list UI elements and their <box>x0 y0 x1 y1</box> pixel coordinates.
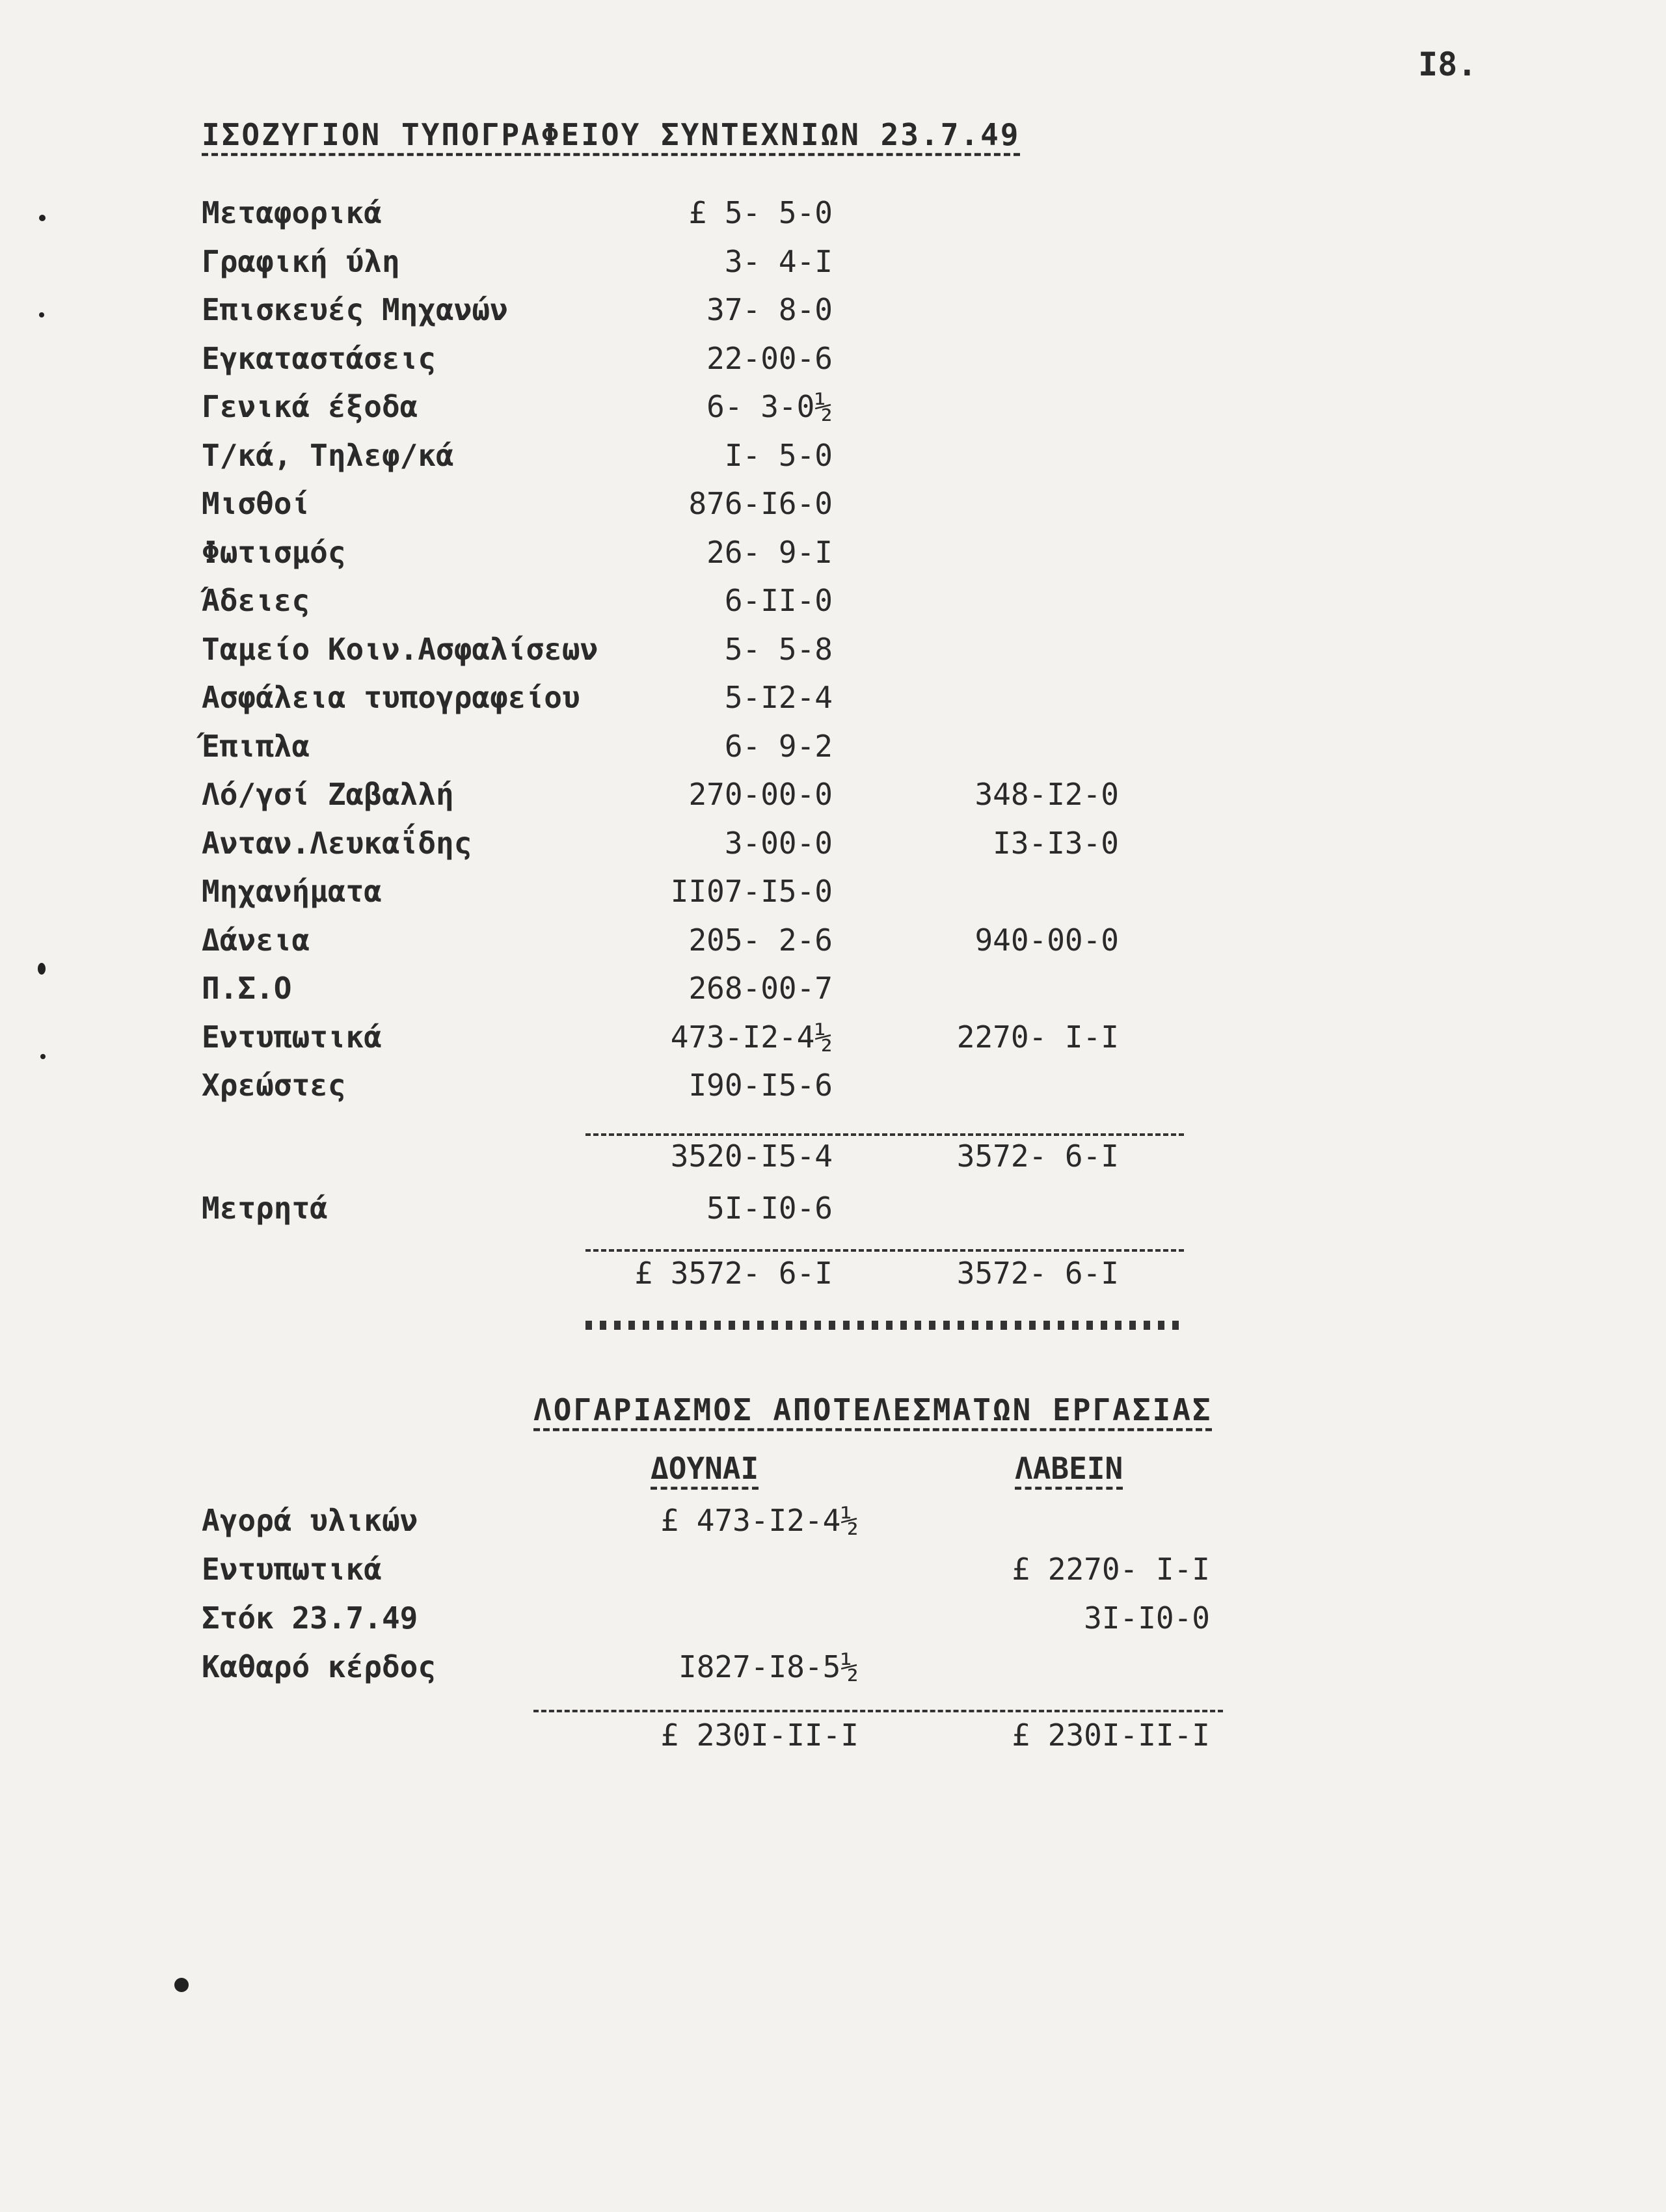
debit-amount: 473-I2-4½ <box>670 1019 833 1055</box>
pl-label: Αγορά υλικών <box>202 1503 418 1538</box>
pl-credit-amount: £ 2270- I-I <box>1012 1552 1210 1587</box>
account-label: Έπιπλα <box>202 728 310 764</box>
debit-amount: 37- 8-0 <box>706 292 833 327</box>
debit-amount: 6- 9-2 <box>724 728 833 764</box>
account-label: Δάνεια <box>202 922 310 958</box>
ink-speck <box>174 1978 189 1992</box>
debit-amount: 270-00-0 <box>688 777 833 812</box>
account-label: Εντυπωτικά <box>202 1019 382 1055</box>
pl-credit-amount: 3I-I0-0 <box>1084 1600 1210 1636</box>
account-label: Μηχανήματα <box>202 874 382 909</box>
double-rule <box>585 1321 1184 1330</box>
credit-amount: 2270- I-I <box>956 1019 1119 1055</box>
account-label: Μισθοί <box>202 486 310 521</box>
cash-debit: 5I-I0-6 <box>706 1191 833 1226</box>
debit-amount: 3- 4-I <box>724 243 833 279</box>
pl-title: ΛΟΓΑΡΙΑΣΜΟΣ ΑΠΟΤΕΛΕΣΜΑΤΩΝ ΕΡΓΑΣΙΑΣ <box>533 1392 1213 1427</box>
pl-debit-amount: £ 473-I2-4½ <box>660 1503 859 1538</box>
debit-amount: 5-I2-4 <box>724 680 833 715</box>
ink-speck <box>39 312 44 317</box>
account-label: Γενικά έξοδα <box>202 389 418 424</box>
account-label: Λό/γσί Ζαβαλλή <box>202 777 454 812</box>
debit-amount: II07-I5-0 <box>670 874 833 909</box>
total-credit: 3572- 6-I <box>956 1256 1119 1291</box>
pl-label: Στόκ 23.7.49 <box>202 1600 418 1636</box>
pl-credit-head: ΛΑΒΕΙΝ <box>1015 1451 1123 1486</box>
subtotal-debit: 3520-I5-4 <box>670 1139 833 1174</box>
pl-total-debit: £ 230I-II-I <box>660 1718 859 1753</box>
credit-amount: 940-00-0 <box>974 922 1119 958</box>
account-label: Τ/κά, Τηλεφ/κά <box>202 437 454 473</box>
balance-title: ΙΣΟΖΥΓΙΟΝ ΤΥΠΟΓΡΑΦΕΙΟΥ ΣΥΝΤΕΧΝΙΩΝ 23.7.49 <box>202 117 1021 152</box>
debit-amount: I- 5-0 <box>724 437 833 473</box>
pl-debit-head: ΔΟΥΝΑΙ <box>651 1451 759 1486</box>
debit-amount: 876-I6-0 <box>688 486 833 521</box>
debit-amount: 205- 2-6 <box>688 922 833 958</box>
account-label: Επισκευές Μηχανών <box>202 292 508 327</box>
account-label: Ανταν.Λευκαΐδης <box>202 825 472 861</box>
cash-label: Μετρητά <box>202 1191 328 1226</box>
debit-amount: 6- 3-0½ <box>706 389 833 424</box>
total-rule <box>585 1249 1184 1252</box>
pl-total-rule <box>533 1710 1223 1712</box>
debit-amount: 3-00-0 <box>724 825 833 861</box>
account-label: Ταμείο Κοιν.Ασφαλίσεων <box>202 631 598 667</box>
page-number: I8. <box>1418 46 1477 83</box>
account-label: Εγκαταστάσεις <box>202 340 437 376</box>
account-label: Μεταφορικά <box>202 195 382 230</box>
pl-total-credit: £ 230I-II-I <box>1012 1718 1210 1753</box>
debit-amount: 5- 5-8 <box>724 631 833 667</box>
debit-amount: 26- 9-I <box>706 534 833 570</box>
account-label: Ασφάλεια τυπογραφείου <box>202 680 580 715</box>
account-label: Γραφική ύλη <box>202 243 400 279</box>
debit-amount: £ 5- 5-0 <box>688 195 833 230</box>
account-label: Χρεώστες <box>202 1068 346 1103</box>
subtotal-rule <box>585 1133 1184 1136</box>
account-label: Άδειες <box>202 583 310 618</box>
debit-amount: 22-00-6 <box>706 340 833 376</box>
pl-debit-amount: I827-I8-5½ <box>678 1649 859 1684</box>
debit-amount: 6-II-0 <box>724 583 833 618</box>
credit-amount: 348-I2-0 <box>974 777 1119 812</box>
ink-speck <box>40 1054 46 1059</box>
debit-amount: I90-I5-6 <box>688 1068 833 1103</box>
account-label: Π.Σ.Ο <box>202 971 292 1006</box>
pl-label: Καθαρό κέρδος <box>202 1649 437 1684</box>
pl-label: Εντυπωτικά <box>202 1552 382 1587</box>
account-label: Φωτισμός <box>202 534 346 570</box>
credit-amount: I3-I3-0 <box>993 825 1119 861</box>
subtotal-credit: 3572- 6-I <box>956 1139 1119 1174</box>
ink-speck <box>38 963 46 975</box>
debit-amount: 268-00-7 <box>688 971 833 1006</box>
total-debit: £ 3572- 6-I <box>634 1256 833 1291</box>
ink-speck <box>39 215 46 221</box>
